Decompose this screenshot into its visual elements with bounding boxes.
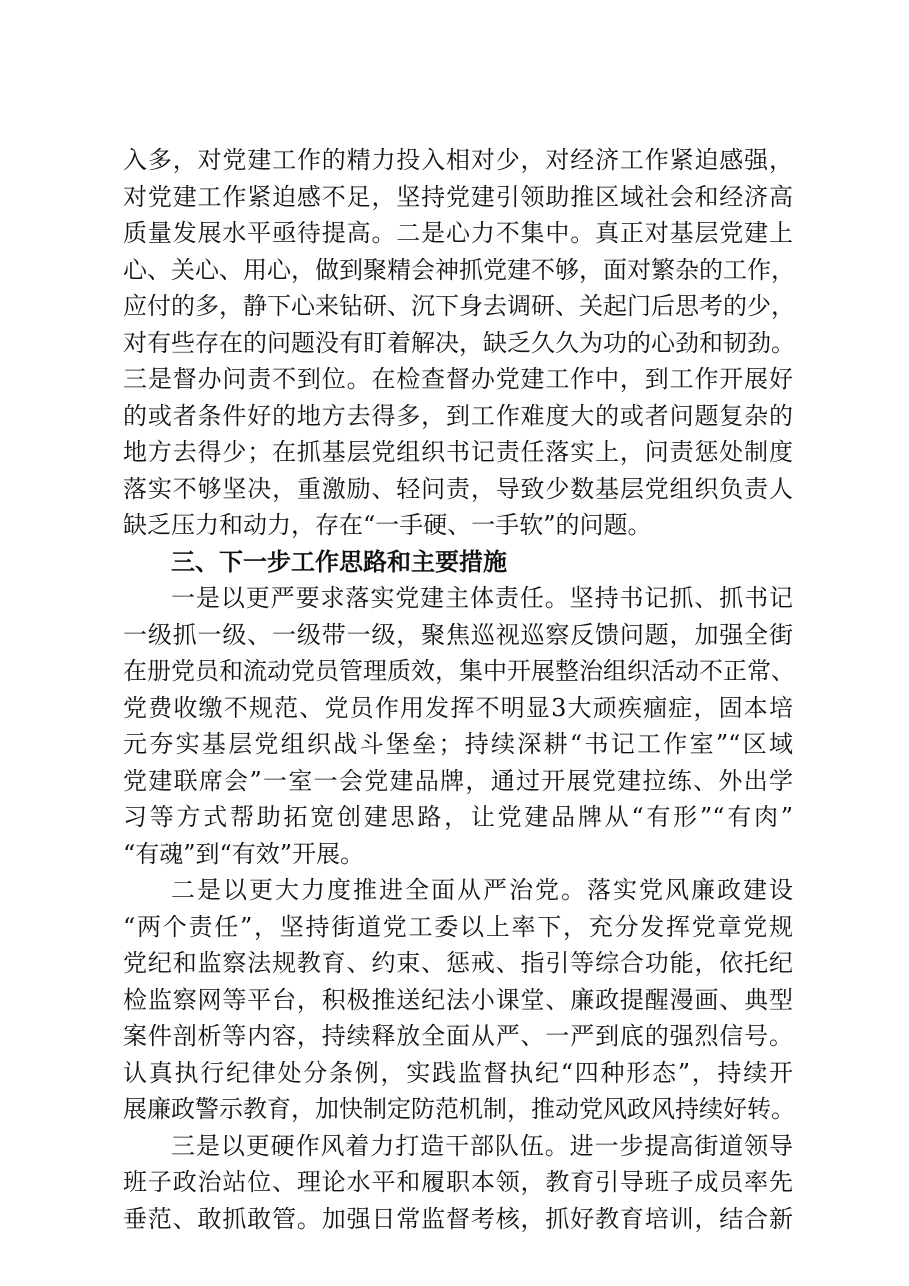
text-line: “有魂”到“有效”开展。 — [123, 839, 365, 868]
text-line: 案件剖析等内容，持续释放全面从严、一严到底的强烈信号。 — [123, 1022, 793, 1050]
text-line: 元夯实基层党组织战斗堡垒；持续深耕“书记工作室”“区域 — [123, 730, 793, 758]
text-line: 在册党员和流动党员管理质效，集中开展整治组织活动不正常、 — [123, 657, 795, 685]
text-line: 三是以更硬作风着力打造干部队伍。进一步提高街道领导 — [171, 1131, 793, 1160]
text-line: 展廉政警示教育，加快制定防范机制，推动党风政风持续好转。 — [123, 1095, 795, 1123]
text-line: 习等方式帮助拓宽创建思路，让党建品牌从“有形”“有肉” — [123, 803, 793, 831]
text-line: 缺乏压力和动力，存在“一手硬、一手软”的问题。 — [123, 511, 652, 539]
text-line: 党纪和监察法规教育、约束、惩戒、指引等综合功能，依托纪 — [123, 949, 793, 977]
text-line: 二是以更大力度推进全面从严治党。落实党风廉政建设 — [171, 876, 793, 904]
text-line: 地方去得少；在抓基层党组织书记责任落实上，问责惩处制度 — [123, 438, 793, 466]
text-line: 班子政治站位、理论水平和履职本领，教育引导班子成员率先 — [123, 1168, 793, 1196]
section-heading: 三、下一步工作思路和主要措施 — [171, 547, 507, 576]
text-line: 一级抓一级、一级带一级，聚焦巡视巡察反馈问题，加强全街 — [123, 620, 793, 649]
text-line: 质量发展水平亟待提高。二是心力不集中。真正对基层党建上 — [123, 219, 793, 247]
text-line: 党建联席会”一室一会党建品牌，通过开展党建拉练、外出学 — [123, 766, 793, 795]
paragraph-4 — [123, 1128, 793, 1238]
text-line: 三是督办问责不到位。在检查督办党建工作中，到工作开展好 — [123, 365, 793, 393]
text-line: “两个责任”，坚持街道党工委以上率下，充分发挥党章党规 — [123, 912, 793, 941]
text-line: 垂范、敢抓敢管。加强日常监督考核，抓好教育培训，结合新 — [123, 1204, 793, 1233]
text-line: 党费收缴不规范、党员作用发挥不明显3大顽疾痼症，固本培 — [123, 693, 793, 722]
text-line: 的或者条件好的地方去得多，到工作难度大的或者问题复杂的 — [123, 401, 793, 430]
paragraph-2 — [123, 580, 793, 872]
paragraph-1 — [123, 142, 793, 544]
text-line: 一是以更严要求落实党建主体责任。坚持书记抓、抓书记 — [171, 584, 793, 612]
text-line: 入多，对党建工作的精力投入相对少，对经济工作紧迫感强， — [123, 146, 793, 174]
text-line: 应付的多，静下心来钻研、沉下身去调研、关起门后思考的少， — [123, 292, 795, 320]
text-line: 认真执行纪律处分条例，实践监督执纪“四种形态”，持续开 — [123, 1058, 793, 1087]
text-line: 落实不够坚决，重激励、轻问责，导致少数基层党组织负责人 — [123, 474, 793, 503]
paragraph-3 — [123, 872, 793, 1128]
text-line: 心、关心、用心，做到聚精会神抓党建不够，面对繁杂的工作， — [123, 255, 795, 284]
text-line: 检监察网等平台，积极推送纪法小课堂、廉政提醒漫画、典型 — [123, 985, 793, 1014]
document-body — [123, 142, 793, 1237]
text-line: 对党建工作紧迫感不足，坚持党建引领助推区域社会和经济高 — [123, 182, 793, 211]
text-line: 对有些存在的问题没有盯着解决，缺乏久久为功的心劲和韧劲。 — [123, 328, 795, 357]
